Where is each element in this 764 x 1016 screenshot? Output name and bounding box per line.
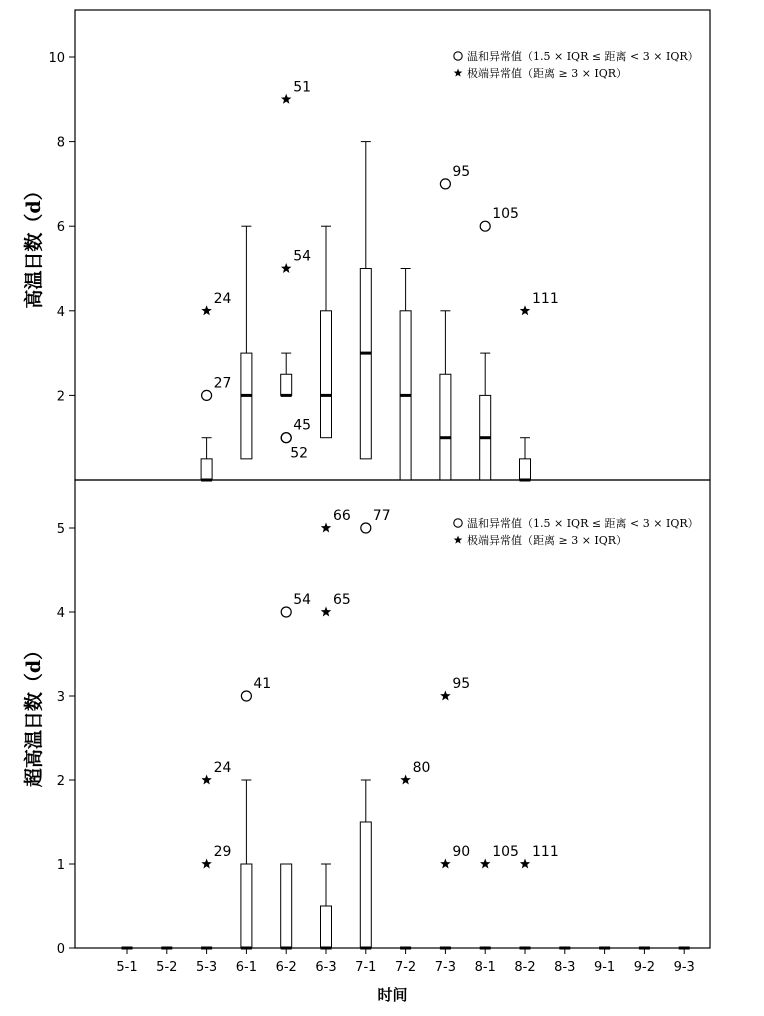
x-tick-label: 9-3 xyxy=(673,960,695,975)
box-6-1 xyxy=(241,864,252,948)
outlier-label: 29 xyxy=(213,844,232,860)
outlier-label: 27 xyxy=(213,375,232,392)
outlier-label: 90 xyxy=(452,844,471,860)
box-6-1 xyxy=(241,353,252,459)
outlier-label: 105 xyxy=(492,844,519,860)
extreme-outlier-marker xyxy=(281,94,291,104)
extreme-outlier-marker xyxy=(201,305,211,315)
box-8-2 xyxy=(520,459,531,480)
box-5-3 xyxy=(201,459,212,480)
outlier-label: 24 xyxy=(213,760,232,776)
legend-extreme-marker xyxy=(454,69,463,77)
mild-outlier-marker xyxy=(281,433,291,443)
box-6-3 xyxy=(321,311,332,438)
y-tick-label: 0 xyxy=(56,942,65,957)
y-tick-label: 3 xyxy=(56,690,65,705)
mild-outlier-marker xyxy=(281,607,291,617)
outlier-label: 54 xyxy=(293,248,312,265)
y-axis-label: 高温日数（d） xyxy=(23,181,45,309)
outlier-label: 51 xyxy=(293,79,312,96)
extreme-outlier-marker xyxy=(321,523,331,533)
x-tick-label: 7-3 xyxy=(434,960,457,975)
y-tick-label: 2 xyxy=(56,774,65,789)
outlier-label: 24 xyxy=(213,290,232,307)
y-tick-label: 5 xyxy=(56,522,65,537)
x-tick-label: 8-2 xyxy=(514,960,536,975)
x-tick-label: 7-2 xyxy=(394,960,417,975)
legend-mild-marker xyxy=(454,519,462,527)
extreme-outlier-marker xyxy=(440,691,450,701)
y-tick-label: 10 xyxy=(48,51,65,66)
x-tick-label: 5-2 xyxy=(156,960,178,975)
legend-mild-label: 温和异常值（1.5 × IQR ≤ 距离 < 3 × IQR） xyxy=(467,50,699,63)
outlier-label: 80 xyxy=(412,760,431,776)
extreme-outlier-marker xyxy=(480,859,490,869)
x-tick-label: 6-1 xyxy=(235,960,258,975)
extreme-outlier-marker xyxy=(400,775,410,785)
box-6-3 xyxy=(321,906,332,948)
outlier-label: 77 xyxy=(372,508,391,524)
outlier-label: 111 xyxy=(532,290,559,307)
mild-outlier-marker xyxy=(361,523,371,533)
legend-extreme-marker xyxy=(454,536,463,544)
y-tick-label: 4 xyxy=(56,606,65,621)
extreme-outlier-marker xyxy=(321,607,331,617)
outlier-label: 105 xyxy=(492,206,519,223)
box-7-1 xyxy=(360,822,371,948)
y-tick-label: 6 xyxy=(56,220,65,236)
x-tick-label: 9-2 xyxy=(633,960,656,975)
outlier-label: 95 xyxy=(452,163,471,180)
x-tick-label: 6-2 xyxy=(275,960,297,975)
extreme-outlier-marker xyxy=(520,305,530,315)
outlier-label: 41 xyxy=(253,676,272,692)
x-tick-label: 8-3 xyxy=(554,960,576,975)
mild-outlier-marker xyxy=(202,390,212,400)
legend-extreme-label: 极端异常值（距离 ≥ 3 × IQR） xyxy=(467,67,628,80)
box-6-2 xyxy=(281,864,292,948)
extreme-outlier-marker xyxy=(520,859,530,869)
outlier-label: 65 xyxy=(333,592,351,608)
box-6-2 xyxy=(281,374,292,395)
x-tick-label: 8-1 xyxy=(474,960,496,975)
x-axis-label: 时间 xyxy=(377,986,408,1004)
y-tick-label: 8 xyxy=(56,135,65,151)
outlier-label: 111 xyxy=(532,844,559,860)
extreme-outlier-marker xyxy=(281,263,291,273)
x-tick-label: 9-1 xyxy=(593,960,616,975)
outlier-label: 95 xyxy=(452,676,471,692)
mild-outlier-marker xyxy=(440,179,450,189)
y-axis-label: 超高温日数（d） xyxy=(23,640,45,788)
box-7-1 xyxy=(360,269,371,459)
legend-mild-marker xyxy=(454,52,462,60)
plot-frame-upper xyxy=(75,10,710,480)
x-tick-label: 7-1 xyxy=(355,960,377,975)
outlier-label: 52 xyxy=(290,445,309,462)
extreme-outlier-marker xyxy=(440,859,450,869)
y-tick-label: 4 xyxy=(56,304,65,320)
mild-outlier-marker xyxy=(241,691,251,701)
x-tick-label: 5-3 xyxy=(195,960,218,975)
x-tick-label: 5-1 xyxy=(116,960,138,975)
y-tick-label: 2 xyxy=(56,389,65,405)
extreme-outlier-marker xyxy=(201,859,211,869)
outlier-label: 54 xyxy=(293,592,312,608)
extreme-outlier-marker xyxy=(201,775,211,785)
y-tick-label: 1 xyxy=(56,858,65,873)
outlier-label: 66 xyxy=(333,508,351,524)
plot-frame-lower xyxy=(75,480,710,948)
mild-outlier-marker xyxy=(480,221,490,231)
box-7-3 xyxy=(440,374,451,480)
outlier-label: 45 xyxy=(293,417,312,434)
x-tick-label: 6-3 xyxy=(315,960,337,975)
legend-extreme-label: 极端异常值（距离 ≥ 3 × IQR） xyxy=(467,534,628,547)
legend-mild-label: 温和异常值（1.5 × IQR ≤ 距离 < 3 × IQR） xyxy=(467,517,699,530)
